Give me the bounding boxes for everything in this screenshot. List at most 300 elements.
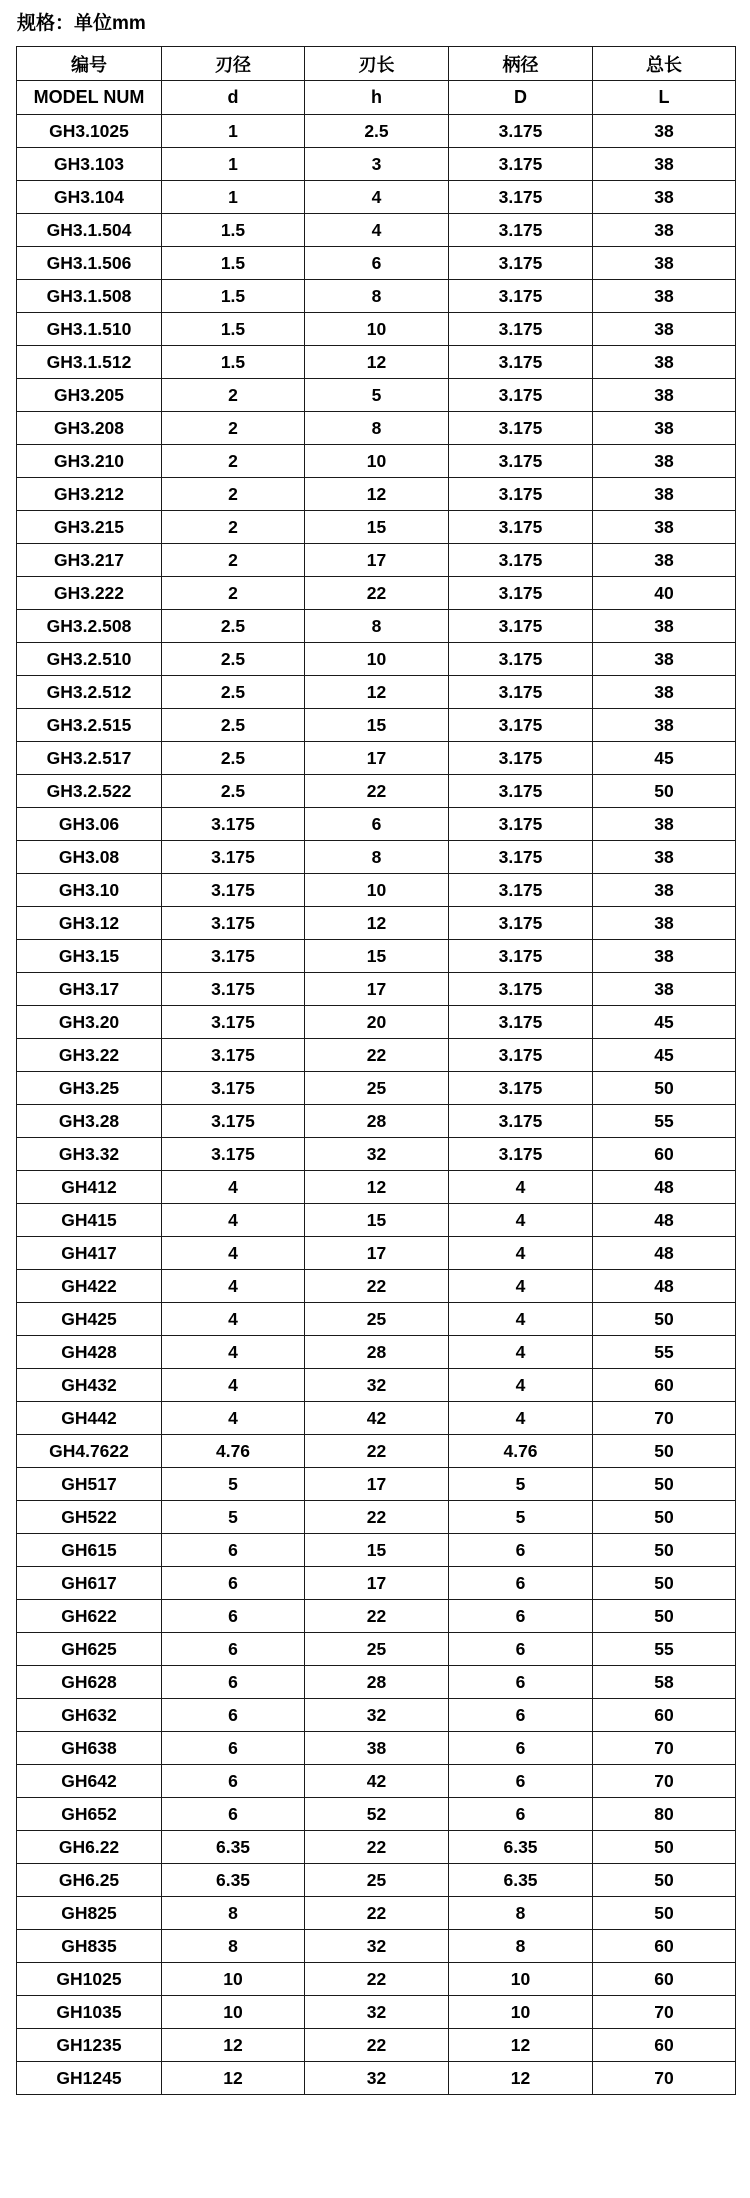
cell-blade-length: 17 — [305, 973, 449, 1006]
table-row — [17, 1468, 736, 1501]
cell-blade-length: 22 — [305, 2029, 449, 2062]
cell-overall-length: 38 — [593, 544, 736, 577]
cell-blade-diameter: 4 — [162, 1270, 305, 1303]
cell-blade-diameter: 5 — [162, 1501, 305, 1534]
spec-table — [16, 46, 736, 2095]
cell-overall-length: 45 — [593, 1006, 736, 1039]
cell-overall-length: 50 — [593, 1534, 736, 1567]
cell-overall-length: 80 — [593, 1798, 736, 1831]
cell-model-num: GH6.22 — [17, 1831, 162, 1864]
cell-overall-length: 40 — [593, 577, 736, 610]
cell-blade-diameter: 4.76 — [162, 1435, 305, 1468]
cell-blade-length: 22 — [305, 1501, 449, 1534]
table-row — [17, 1996, 736, 2029]
table-row — [17, 1897, 736, 1930]
cell-overall-length: 38 — [593, 181, 736, 214]
cell-blade-length: 28 — [305, 1336, 449, 1369]
cell-shank-diameter: 6 — [449, 1567, 593, 1600]
cell-blade-length: 42 — [305, 1765, 449, 1798]
cell-blade-diameter: 10 — [162, 1996, 305, 2029]
cell-overall-length: 50 — [593, 1468, 736, 1501]
cell-shank-diameter: 5 — [449, 1468, 593, 1501]
cell-blade-length: 12 — [305, 478, 449, 511]
cell-shank-diameter: 3.175 — [449, 841, 593, 874]
cell-blade-length: 22 — [305, 1600, 449, 1633]
table-row — [17, 115, 736, 148]
cell-blade-diameter: 6 — [162, 1567, 305, 1600]
cell-blade-length: 2.5 — [305, 115, 449, 148]
cell-blade-length: 10 — [305, 313, 449, 346]
cell-model-num: GH3.06 — [17, 808, 162, 841]
cell-overall-length: 38 — [593, 313, 736, 346]
cell-shank-diameter: 4 — [449, 1204, 593, 1237]
cell-shank-diameter: 3.175 — [449, 874, 593, 907]
cell-model-num: GH3.212 — [17, 478, 162, 511]
cell-model-num: GH825 — [17, 1897, 162, 1930]
table-row — [17, 1006, 736, 1039]
cell-blade-diameter: 1 — [162, 148, 305, 181]
cell-model-num: GH1025 — [17, 1963, 162, 1996]
cell-blade-length: 32 — [305, 1930, 449, 1963]
table-row — [17, 1699, 736, 1732]
cell-model-num: GH3.17 — [17, 973, 162, 1006]
cell-shank-diameter: 3.175 — [449, 1039, 593, 1072]
cell-shank-diameter: 4 — [449, 1270, 593, 1303]
cell-overall-length: 60 — [593, 1963, 736, 1996]
cell-shank-diameter: 3.175 — [449, 940, 593, 973]
table-row — [17, 808, 736, 841]
page-title: 规格：单位mm — [17, 13, 146, 34]
cell-blade-diameter: 2.5 — [162, 775, 305, 808]
table-row — [17, 247, 736, 280]
cell-blade-length: 4 — [305, 214, 449, 247]
cell-shank-diameter: 3.175 — [449, 280, 593, 313]
cell-blade-diameter: 4 — [162, 1336, 305, 1369]
cell-model-num: GH628 — [17, 1666, 162, 1699]
cell-overall-length: 48 — [593, 1237, 736, 1270]
cell-blade-diameter: 3.175 — [162, 973, 305, 1006]
cell-blade-length: 22 — [305, 1897, 449, 1930]
cell-overall-length: 60 — [593, 1369, 736, 1402]
cell-shank-diameter: 3.175 — [449, 742, 593, 775]
cell-model-num: GH615 — [17, 1534, 162, 1567]
header-row-cn — [17, 47, 736, 81]
table-row — [17, 379, 736, 412]
cell-shank-diameter: 3.175 — [449, 412, 593, 445]
cell-overall-length: 38 — [593, 874, 736, 907]
cell-overall-length: 70 — [593, 1996, 736, 2029]
cell-shank-diameter: 3.175 — [449, 313, 593, 346]
cell-shank-diameter: 3.175 — [449, 544, 593, 577]
cell-blade-diameter: 10 — [162, 1963, 305, 1996]
cell-model-num: GH3.1.512 — [17, 346, 162, 379]
cell-overall-length: 60 — [593, 1138, 736, 1171]
cell-shank-diameter: 3.175 — [449, 973, 593, 1006]
cell-overall-length: 50 — [593, 1435, 736, 1468]
table-row — [17, 643, 736, 676]
cell-overall-length: 38 — [593, 379, 736, 412]
table-row — [17, 940, 736, 973]
cell-model-num: GH3.1.508 — [17, 280, 162, 313]
cell-overall-length: 60 — [593, 1699, 736, 1732]
cell-shank-diameter: 3.175 — [449, 1138, 593, 1171]
cell-blade-length: 22 — [305, 775, 449, 808]
cell-blade-length: 8 — [305, 841, 449, 874]
table-row — [17, 1600, 736, 1633]
cell-model-num: GH422 — [17, 1270, 162, 1303]
table-row — [17, 1534, 736, 1567]
cell-shank-diameter: 3.175 — [449, 1072, 593, 1105]
cell-model-num: GH3.2.512 — [17, 676, 162, 709]
table-row — [17, 1864, 736, 1897]
table-row — [17, 412, 736, 445]
cell-blade-length: 12 — [305, 907, 449, 940]
cell-blade-diameter: 3.175 — [162, 1072, 305, 1105]
cell-overall-length: 38 — [593, 808, 736, 841]
cell-blade-length: 22 — [305, 1963, 449, 1996]
cell-blade-diameter: 2.5 — [162, 709, 305, 742]
cell-overall-length: 38 — [593, 148, 736, 181]
cell-blade-diameter: 4 — [162, 1369, 305, 1402]
cell-model-num: GH432 — [17, 1369, 162, 1402]
table-row — [17, 1237, 736, 1270]
cell-overall-length: 38 — [593, 676, 736, 709]
cell-model-num: GH3.1.506 — [17, 247, 162, 280]
cell-shank-diameter: 3.175 — [449, 115, 593, 148]
cell-blade-diameter: 4 — [162, 1204, 305, 1237]
cell-model-num: GH3.12 — [17, 907, 162, 940]
table-row — [17, 742, 736, 775]
table-row — [17, 2029, 736, 2062]
cell-model-num: GH3.2.522 — [17, 775, 162, 808]
cell-blade-length: 17 — [305, 1567, 449, 1600]
cell-blade-length: 25 — [305, 1633, 449, 1666]
cell-overall-length: 50 — [593, 1600, 736, 1633]
cell-shank-diameter: 3.175 — [449, 577, 593, 610]
cell-blade-diameter: 12 — [162, 2029, 305, 2062]
cell-blade-diameter: 2 — [162, 445, 305, 478]
cell-model-num: GH625 — [17, 1633, 162, 1666]
cell-blade-diameter: 1 — [162, 115, 305, 148]
cell-blade-diameter: 6 — [162, 1765, 305, 1798]
cell-blade-length: 22 — [305, 1270, 449, 1303]
cell-overall-length: 45 — [593, 742, 736, 775]
cell-model-num: GH412 — [17, 1171, 162, 1204]
cell-blade-diameter: 3.175 — [162, 1138, 305, 1171]
cell-model-num: GH622 — [17, 1600, 162, 1633]
cell-blade-diameter: 2 — [162, 379, 305, 412]
cell-overall-length: 70 — [593, 1402, 736, 1435]
cell-blade-length: 12 — [305, 676, 449, 709]
table-row — [17, 676, 736, 709]
table-row — [17, 1402, 736, 1435]
cell-blade-length: 22 — [305, 577, 449, 610]
cell-shank-diameter: 8 — [449, 1930, 593, 1963]
table-row — [17, 709, 736, 742]
cell-blade-length: 28 — [305, 1666, 449, 1699]
cell-overall-length: 38 — [593, 445, 736, 478]
cell-blade-length: 25 — [305, 1072, 449, 1105]
cell-overall-length: 55 — [593, 1633, 736, 1666]
cell-overall-length: 70 — [593, 1732, 736, 1765]
cell-blade-diameter: 4 — [162, 1402, 305, 1435]
cell-model-num: GH642 — [17, 1765, 162, 1798]
cell-overall-length: 45 — [593, 1039, 736, 1072]
table-row — [17, 1303, 736, 1336]
cell-model-num: GH3.32 — [17, 1138, 162, 1171]
cell-shank-diameter: 4 — [449, 1336, 593, 1369]
cell-blade-diameter: 3.175 — [162, 1039, 305, 1072]
cell-overall-length: 38 — [593, 841, 736, 874]
cell-model-num: GH3.25 — [17, 1072, 162, 1105]
cell-blade-length: 20 — [305, 1006, 449, 1039]
cell-blade-length: 3 — [305, 148, 449, 181]
cell-shank-diameter: 3.175 — [449, 511, 593, 544]
cell-blade-diameter: 6 — [162, 1633, 305, 1666]
cell-blade-diameter: 2.5 — [162, 676, 305, 709]
cell-blade-length: 32 — [305, 2062, 449, 2095]
table-row — [17, 1105, 736, 1138]
cell-model-num: GH632 — [17, 1699, 162, 1732]
cell-blade-length: 8 — [305, 412, 449, 445]
cell-model-num: GH3.217 — [17, 544, 162, 577]
cell-overall-length: 38 — [593, 214, 736, 247]
cell-model-num: GH3.1.510 — [17, 313, 162, 346]
cell-overall-length: 50 — [593, 1303, 736, 1336]
cell-overall-length: 38 — [593, 280, 736, 313]
cell-shank-diameter: 3.175 — [449, 247, 593, 280]
table-row — [17, 610, 736, 643]
cell-shank-diameter: 6 — [449, 1633, 593, 1666]
cell-blade-length: 17 — [305, 1468, 449, 1501]
table-row — [17, 1798, 736, 1831]
cell-blade-length: 4 — [305, 181, 449, 214]
cell-overall-length: 38 — [593, 511, 736, 544]
cell-blade-diameter: 3.175 — [162, 808, 305, 841]
cell-blade-diameter: 8 — [162, 1930, 305, 1963]
cell-shank-diameter: 3.175 — [449, 181, 593, 214]
table-row — [17, 1435, 736, 1468]
cell-shank-diameter: 6 — [449, 1666, 593, 1699]
cell-model-num: GH835 — [17, 1930, 162, 1963]
cell-overall-length: 50 — [593, 775, 736, 808]
cell-blade-diameter: 5 — [162, 1468, 305, 1501]
cell-shank-diameter: 4 — [449, 1369, 593, 1402]
cell-blade-length: 25 — [305, 1864, 449, 1897]
table-row — [17, 280, 736, 313]
cell-blade-diameter: 4 — [162, 1303, 305, 1336]
cell-overall-length: 70 — [593, 1765, 736, 1798]
cell-blade-length: 28 — [305, 1105, 449, 1138]
cell-blade-length: 8 — [305, 610, 449, 643]
cell-model-num: GH417 — [17, 1237, 162, 1270]
cell-shank-diameter: 5 — [449, 1501, 593, 1534]
cell-shank-diameter: 3.175 — [449, 1006, 593, 1039]
cell-overall-length: 38 — [593, 610, 736, 643]
cell-blade-diameter: 2 — [162, 544, 305, 577]
table-row — [17, 511, 736, 544]
cell-blade-length: 10 — [305, 643, 449, 676]
cell-blade-length: 6 — [305, 808, 449, 841]
table-row — [17, 1072, 736, 1105]
cell-overall-length: 38 — [593, 115, 736, 148]
cell-blade-length: 10 — [305, 445, 449, 478]
cell-blade-diameter: 3.175 — [162, 841, 305, 874]
cell-blade-diameter: 6 — [162, 1699, 305, 1732]
cell-model-num: GH1245 — [17, 2062, 162, 2095]
cell-model-num: GH3.2.517 — [17, 742, 162, 775]
header-cell-overall-length: 总长 — [593, 47, 736, 81]
header-row-en — [17, 81, 736, 115]
cell-model-num: GH428 — [17, 1336, 162, 1369]
table-row — [17, 1666, 736, 1699]
cell-shank-diameter: 3.175 — [449, 1105, 593, 1138]
cell-overall-length: 48 — [593, 1171, 736, 1204]
table-row — [17, 841, 736, 874]
cell-blade-diameter: 3.175 — [162, 940, 305, 973]
header-cell-blade-length: 刃长 — [305, 47, 449, 81]
header-cell-model-num: 编号 — [17, 47, 162, 81]
cell-shank-diameter: 3.175 — [449, 676, 593, 709]
cell-model-num: GH3.15 — [17, 940, 162, 973]
cell-blade-diameter: 4 — [162, 1237, 305, 1270]
table-row — [17, 1963, 736, 1996]
table-row — [17, 478, 736, 511]
cell-model-num: GH3.20 — [17, 1006, 162, 1039]
cell-overall-length: 38 — [593, 247, 736, 280]
cell-model-num: GH3.1025 — [17, 115, 162, 148]
cell-blade-length: 12 — [305, 346, 449, 379]
table-row — [17, 874, 736, 907]
table-row — [17, 181, 736, 214]
cell-blade-diameter: 6 — [162, 1666, 305, 1699]
cell-model-num: GH3.22 — [17, 1039, 162, 1072]
cell-shank-diameter: 3.175 — [449, 478, 593, 511]
cell-shank-diameter: 6.35 — [449, 1831, 593, 1864]
cell-model-num: GH3.208 — [17, 412, 162, 445]
table-row — [17, 907, 736, 940]
cell-overall-length: 38 — [593, 973, 736, 1006]
cell-model-num: GH3.103 — [17, 148, 162, 181]
table-row — [17, 445, 736, 478]
table-row — [17, 973, 736, 1006]
table-row — [17, 577, 736, 610]
cell-blade-diameter: 2 — [162, 478, 305, 511]
cell-blade-diameter: 8 — [162, 1897, 305, 1930]
cell-blade-length: 10 — [305, 874, 449, 907]
cell-blade-length: 32 — [305, 1996, 449, 2029]
cell-overall-length: 38 — [593, 412, 736, 445]
cell-blade-length: 15 — [305, 709, 449, 742]
cell-overall-length: 50 — [593, 1831, 736, 1864]
cell-blade-diameter: 6 — [162, 1534, 305, 1567]
cell-shank-diameter: 3.175 — [449, 610, 593, 643]
cell-model-num: GH425 — [17, 1303, 162, 1336]
table-row — [17, 2062, 736, 2095]
cell-model-num: GH3.28 — [17, 1105, 162, 1138]
cell-overall-length: 38 — [593, 478, 736, 511]
cell-blade-length: 22 — [305, 1039, 449, 1072]
cell-blade-length: 42 — [305, 1402, 449, 1435]
cell-shank-diameter: 3.175 — [449, 643, 593, 676]
cell-model-num: GH4.7622 — [17, 1435, 162, 1468]
cell-shank-diameter: 10 — [449, 1996, 593, 2029]
cell-shank-diameter: 6 — [449, 1798, 593, 1831]
cell-overall-length: 50 — [593, 1897, 736, 1930]
table-row — [17, 346, 736, 379]
cell-shank-diameter: 3.175 — [449, 808, 593, 841]
cell-overall-length: 38 — [593, 346, 736, 379]
table-row — [17, 214, 736, 247]
cell-shank-diameter: 6 — [449, 1765, 593, 1798]
cell-shank-diameter: 3.175 — [449, 775, 593, 808]
cell-shank-diameter: 4.76 — [449, 1435, 593, 1468]
cell-blade-length: 32 — [305, 1699, 449, 1732]
cell-blade-diameter: 6 — [162, 1798, 305, 1831]
cell-model-num: GH3.222 — [17, 577, 162, 610]
cell-model-num: GH415 — [17, 1204, 162, 1237]
table-row — [17, 1567, 736, 1600]
cell-blade-diameter: 3.175 — [162, 907, 305, 940]
table-row — [17, 1204, 736, 1237]
cell-blade-diameter: 1 — [162, 181, 305, 214]
table-row — [17, 775, 736, 808]
cell-model-num: GH1035 — [17, 1996, 162, 2029]
table-row — [17, 1039, 736, 1072]
cell-blade-length: 22 — [305, 1435, 449, 1468]
cell-overall-length: 38 — [593, 940, 736, 973]
cell-model-num: GH1235 — [17, 2029, 162, 2062]
cell-shank-diameter: 6 — [449, 1600, 593, 1633]
cell-blade-diameter: 2.5 — [162, 643, 305, 676]
cell-blade-length: 17 — [305, 544, 449, 577]
cell-blade-length: 6 — [305, 247, 449, 280]
cell-blade-diameter: 6 — [162, 1600, 305, 1633]
table-row — [17, 1171, 736, 1204]
header-cell-blade-diameter: 刃径 — [162, 47, 305, 81]
cell-model-num: GH522 — [17, 1501, 162, 1534]
cell-shank-diameter: 3.175 — [449, 709, 593, 742]
cell-overall-length: 60 — [593, 2029, 736, 2062]
cell-overall-length: 38 — [593, 643, 736, 676]
table-row — [17, 544, 736, 577]
table-row — [17, 1270, 736, 1303]
cell-blade-diameter: 6.35 — [162, 1831, 305, 1864]
cell-blade-length: 22 — [305, 1831, 449, 1864]
cell-blade-length: 32 — [305, 1369, 449, 1402]
cell-shank-diameter: 12 — [449, 2062, 593, 2095]
cell-shank-diameter: 12 — [449, 2029, 593, 2062]
header-cell-model-num: MODEL NUM — [17, 81, 162, 115]
cell-blade-diameter: 1.5 — [162, 313, 305, 346]
cell-blade-diameter: 1.5 — [162, 214, 305, 247]
table-row — [17, 1930, 736, 1963]
header-cell-blade-length: h — [305, 81, 449, 115]
cell-shank-diameter: 6 — [449, 1732, 593, 1765]
cell-model-num: GH3.2.510 — [17, 643, 162, 676]
cell-model-num: GH3.2.515 — [17, 709, 162, 742]
cell-shank-diameter: 3.175 — [449, 148, 593, 181]
table-row — [17, 313, 736, 346]
cell-overall-length: 48 — [593, 1270, 736, 1303]
cell-shank-diameter: 3.175 — [449, 214, 593, 247]
cell-model-num: GH3.205 — [17, 379, 162, 412]
cell-shank-diameter: 3.175 — [449, 445, 593, 478]
cell-blade-diameter: 6.35 — [162, 1864, 305, 1897]
cell-shank-diameter: 3.175 — [449, 346, 593, 379]
cell-model-num: GH617 — [17, 1567, 162, 1600]
table-row — [17, 1732, 736, 1765]
